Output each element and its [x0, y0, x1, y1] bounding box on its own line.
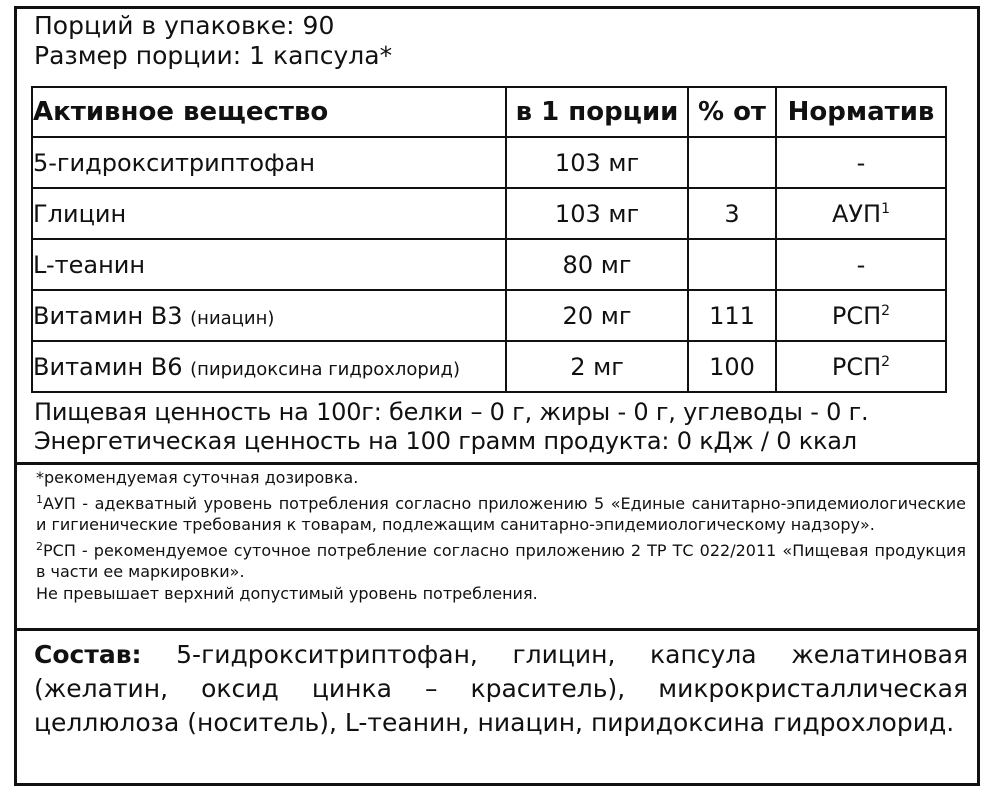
footnote-aup — [36, 489, 966, 536]
norm-value: - — [856, 148, 866, 177]
amount-cell: 103 мг — [506, 188, 688, 239]
table-row — [32, 137, 946, 188]
header-per-serving: в 1 порции — [506, 87, 688, 137]
percent-cell: 111 — [688, 290, 776, 341]
substance-name: 5-гидрокситриптофан — [33, 148, 316, 177]
substance-name: L-теанин — [33, 250, 146, 279]
substance-cell — [32, 290, 506, 341]
nutrition-value: Пищевая ценность на 100г: белки – 0 г, жиры - 0 г, углеводы - 0 г. — [34, 398, 869, 426]
norm-footnote-mark: 2 — [881, 302, 891, 319]
substance-cell — [32, 341, 506, 392]
substance-cell — [32, 137, 506, 188]
table-row — [32, 341, 946, 392]
substance-cell — [32, 188, 506, 239]
percent-cell — [688, 137, 776, 188]
norm-cell — [776, 188, 946, 239]
divider — [14, 462, 980, 465]
amount-cell: 2 мг — [506, 341, 688, 392]
header-percent: % от — [688, 87, 776, 137]
table-row — [32, 290, 946, 341]
divider — [14, 628, 980, 631]
nutrition-table — [31, 86, 947, 393]
footnote-rsp — [36, 536, 966, 583]
amount-cell: 103 мг — [506, 137, 688, 188]
composition-text: 5-гидрокситриптофан, глицин, капсула желатиновая (желатин, оксид цинка – краситель), микрокристаллическая целлюлоза (носитель), L-теанин, ниацин, пиридоксина гидрохлорид. — [34, 640, 968, 737]
substance-cell — [32, 239, 506, 290]
composition — [34, 638, 968, 740]
norm-cell — [776, 137, 946, 188]
substance-note: (ниацин) — [190, 307, 275, 329]
amount-cell: 20 мг — [506, 290, 688, 341]
norm-value: - — [856, 250, 866, 279]
norm-cell — [776, 341, 946, 392]
substance-name: Глицин — [33, 199, 127, 228]
percent-cell: 3 — [688, 188, 776, 239]
percent-cell — [688, 239, 776, 290]
servings-per-pack: Порций в упаковке: 90 — [34, 11, 335, 40]
substance-note: (пиридоксина гидрохлорид) — [190, 358, 461, 380]
table-header-row — [32, 87, 946, 137]
percent-cell: 100 — [688, 341, 776, 392]
substance-name: Витамин В3 — [33, 301, 183, 330]
norm-value: РСП — [831, 352, 882, 381]
footnote-dosage: *рекомендуемая суточная дозировка. — [36, 468, 359, 487]
footnote-mark: 2 — [36, 539, 43, 553]
header-substance: Активное вещество — [32, 87, 506, 137]
footnote-mark: 1 — [36, 492, 43, 506]
substance-name: Витамин В6 — [33, 352, 183, 381]
amount-cell: 80 мг — [506, 239, 688, 290]
norm-cell — [776, 290, 946, 341]
header-norm: Норматив — [776, 87, 946, 137]
footnote-text: АУП - адекватный уровень потребления согласно приложению 5 «Единые санитарно-эпидемиологические и гигиенические требования к товарам, подлежащим санитарно-эпидемиологическому надзору». — [36, 493, 966, 534]
norm-footnote-mark: 2 — [881, 353, 891, 370]
energy-value: Энергетическая ценность на 100 грамм продукта: 0 кДж / 0 ккал — [34, 427, 857, 455]
serving-info — [34, 11, 392, 71]
norm-value: АУП — [831, 199, 882, 228]
serving-size: Размер порции: 1 капсула* — [34, 41, 393, 70]
norm-cell — [776, 239, 946, 290]
table-row — [32, 239, 946, 290]
norm-footnote-mark: 1 — [881, 200, 890, 217]
nutrition-energy-block — [34, 398, 868, 456]
norm-value: РСП — [831, 301, 882, 330]
footnotes — [36, 467, 966, 604]
composition-label: Состав: — [34, 640, 142, 669]
footnote-text: РСП - рекомендуемое суточное потребление согласно приложению 2 ТР ТС 022/2011 «Пищевая продукция в части ее маркировки». — [36, 540, 966, 581]
table-row — [32, 188, 946, 239]
footnote-limit: Не превышает верхний допустимый уровень потребления. — [36, 583, 538, 603]
